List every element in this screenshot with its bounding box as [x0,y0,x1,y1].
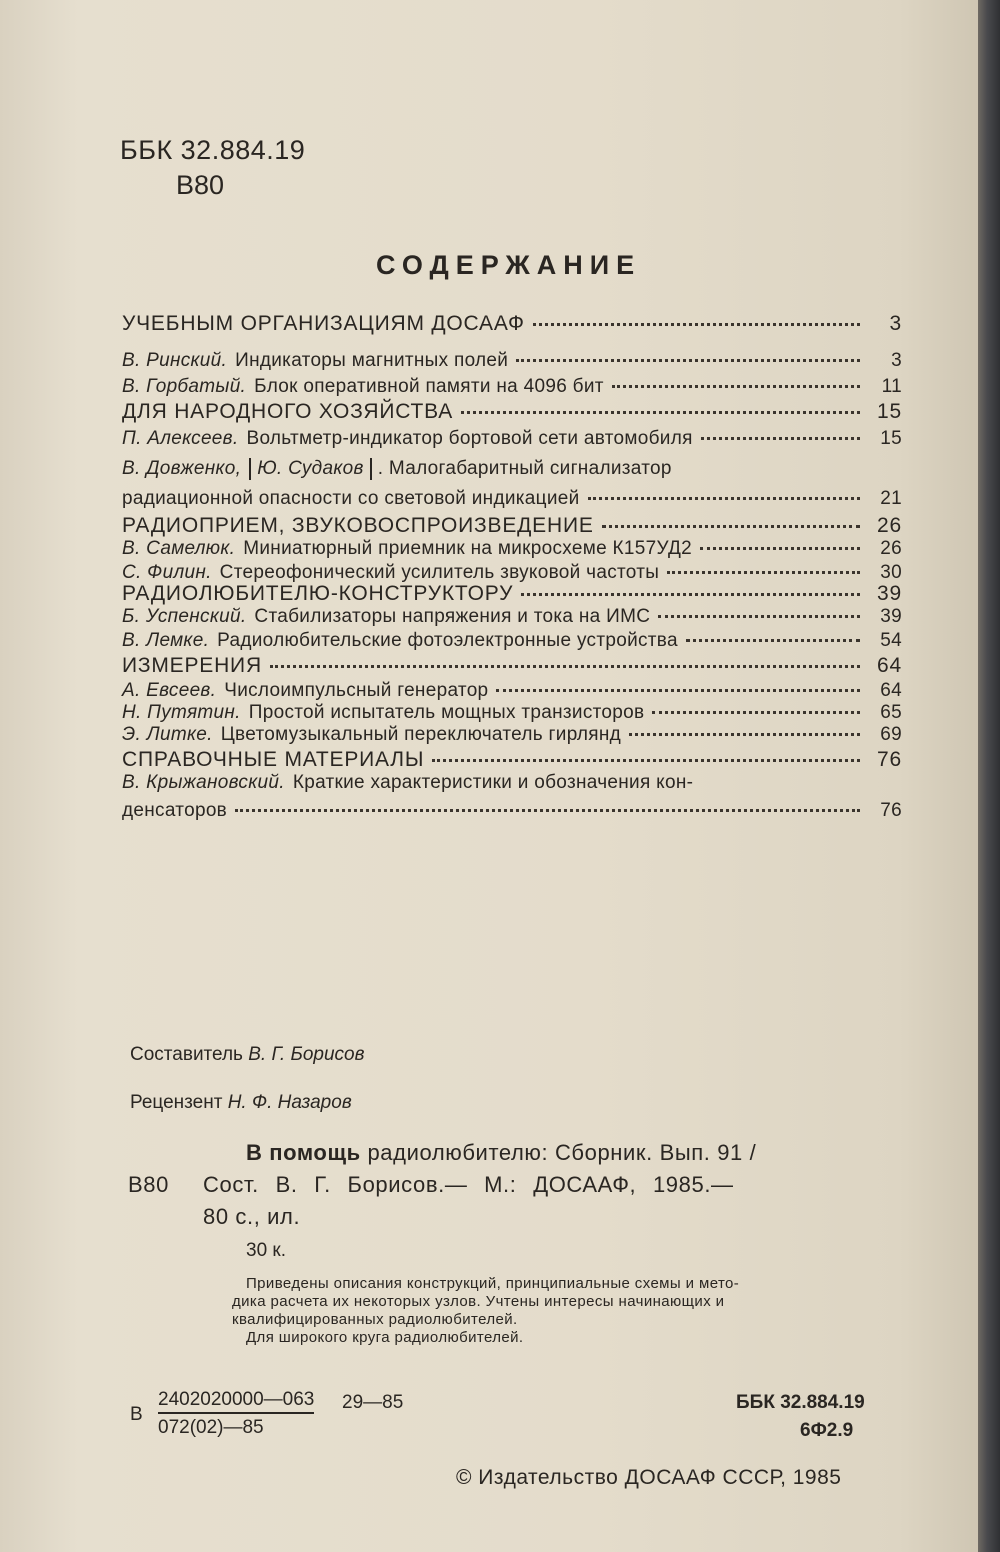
compiler-credit: Составитель В. Г. Борисов [130,1044,365,1065]
catalog-code: 6Ф2.9 [800,1420,854,1441]
toc-entry [122,538,902,564]
toc-section [122,582,902,608]
toc-page-number: 64 [880,680,902,701]
toc-entry [122,350,902,376]
toc-title-text: Миниатюрный приемник на микросхеме К157УД2 [243,538,693,559]
toc-title-text: ДЛЯ НАРОДНОГО ХОЗЯЙСТВА [122,400,454,423]
toc-page-number: 64 [877,654,902,677]
toc-title-text: Цветомузыкальный переключатель гирлянд [220,724,622,745]
catalog-denominator: 072(02)—85 [158,1417,264,1438]
toc-title-text: Индикаторы магнитных полей [235,350,509,371]
toc-dot-leader [612,385,860,388]
toc-entry [122,376,902,402]
toc-title-text: денсаторов [122,800,228,821]
toc-title-text: Простой испытатель мощных транзисторов [248,702,645,723]
toc-dot-leader [667,571,860,574]
toc-page-number: 65 [880,702,902,723]
toc-author: В. Крыжановский. [122,772,285,793]
toc-author: В. Самелюк. [122,538,236,559]
toc-page-number: 76 [877,748,902,771]
toc-dot-leader [629,733,860,736]
toc-title-text: Блок оперативной памяти на 4096 бит [254,376,604,397]
toc-title-text: Вольтметр-индикатор бортовой сети автомобиля [246,428,693,449]
toc-author: В. Довженко, [122,458,242,479]
toc-entry [122,772,902,798]
toc-title-text: Числоимпульсный генератор [224,680,489,701]
biblio-index: В80 [128,1172,169,1197]
toc-entry [122,800,902,826]
catalog-letter: В [130,1404,143,1425]
toc-title-text: . Малогабаритный сигнализатор [377,458,672,479]
toc-entry [122,630,902,656]
toc-author: Н. Путятин. [122,702,241,723]
toc-page-number: 54 [880,630,902,651]
biblio-line-3: 80 с., ил. [203,1204,301,1229]
toc-author: В. Горбатый. [122,376,247,397]
toc-entry [122,724,902,750]
bbk-code: ББК 32.884.19 [120,135,306,165]
toc-author: Б. Успенский. [122,606,247,627]
toc-title-text: РАДИОЛЮБИТЕЛЮ-КОНСТРУКТОРУ [122,582,514,605]
toc-dot-leader [658,615,860,618]
toc-dot-leader [686,639,860,642]
toc-boxed-author: Ю. Судаков [249,458,372,480]
annotation-line-3: квалифицированных радиолюбителей. [232,1311,518,1328]
toc-title-text: СПРАВОЧНЫЕ МАТЕРИАЛЫ [122,748,425,771]
toc-page-number: 3 [891,350,902,371]
toc-title-text: Стереофонический усилитель звуковой частоты [219,562,660,583]
toc-dot-leader [270,665,860,668]
annotation-line-1: Приведены описания конструкций, принципиальные схемы и мето- [246,1275,740,1292]
catalog-bbk: ББК 32.884.19 [736,1392,865,1413]
biblio-line-1: В помощь радиолюбителю: Сборник. Вып. 91 / [246,1140,757,1165]
toc-page-number: 69 [880,724,902,745]
toc-page-number: 26 [880,538,902,559]
price: 30 к. [246,1240,287,1261]
toc-title-text: УЧЕБНЫМ ОРГАНИЗАЦИЯМ ДОСААФ [122,312,525,335]
annotation-line-2: дика расчета их некоторых узлов. Учтены интересы начинающих и [232,1293,725,1310]
toc-title-text: ИЗМЕРЕНИЯ [122,654,262,677]
toc-title-text: Радиолюбительские фотоэлектронные устройства [217,630,678,651]
toc-dot-leader [533,323,860,326]
toc-dot-leader [652,711,860,714]
catalog-numerator: 2402020000—063 [158,1389,314,1414]
toc-author: В. Ринский. [122,350,228,371]
toc-title-text: Стабилизаторы напряжения и тока на ИМС [254,606,651,627]
toc-page-number: 39 [880,606,902,627]
toc-dot-leader [235,809,860,812]
toc-dot-leader [432,759,860,762]
toc-author: А. Евсеев. [122,680,217,701]
next-page-edge [978,0,1000,1552]
toc-section [122,312,902,338]
reviewer-credit: Рецензент Н. Ф. Назаров [130,1092,352,1113]
toc-section [122,400,902,426]
toc-title: СОДЕРЖАНИЕ [376,250,642,280]
toc-dot-leader [602,525,860,528]
toc-page-number: 26 [877,514,902,537]
toc-section [122,748,902,774]
toc-page-number: 3 [889,312,902,335]
toc-page-number: 76 [880,800,902,821]
toc-section [122,514,902,540]
toc-author: С. Филин. [122,562,212,583]
toc-author: Э. Литке. [122,724,213,745]
toc-page-number: 15 [880,428,902,449]
toc-dot-leader [516,359,860,362]
copyright: © Издательство ДОСААФ СССР, 1985 [456,1466,842,1489]
toc-page-number: 15 [877,400,902,423]
toc-entry [122,606,902,632]
toc-author: П. Алексеев. [122,428,239,449]
toc-section [122,654,902,680]
toc-dot-leader [496,689,860,692]
toc-page-number: 11 [881,376,902,397]
toc-page-number: 30 [880,562,902,583]
toc-entry [122,488,902,514]
toc-page-number: 21 [880,488,902,509]
catalog-order: 29—85 [342,1392,404,1413]
toc-author: В. Лемке. [122,630,210,651]
toc-title-text: радиационной опасности со световой индикацией [122,488,580,509]
toc-dot-leader [700,547,860,550]
annotation-line-4: Для широкого круга радиолюбителей. [246,1329,524,1346]
toc-dot-leader [588,497,860,500]
biblio-line-2: Сост. В. Г. Борисов.— М.: ДОСААФ, 1985.— [203,1172,734,1197]
toc-entry [122,428,902,454]
toc-dot-leader [701,437,860,440]
toc-title-text: Краткие характеристики и обозначения кон- [292,772,694,793]
book-index: В80 [176,170,225,200]
toc-dot-leader [461,411,860,414]
toc-entry [122,458,902,484]
toc-page-number: 39 [877,582,902,605]
toc-dot-leader [521,593,860,596]
toc-title-text: РАДИОПРИЕМ, ЗВУКОВОСПРОИЗВЕДЕНИЕ [122,514,594,537]
